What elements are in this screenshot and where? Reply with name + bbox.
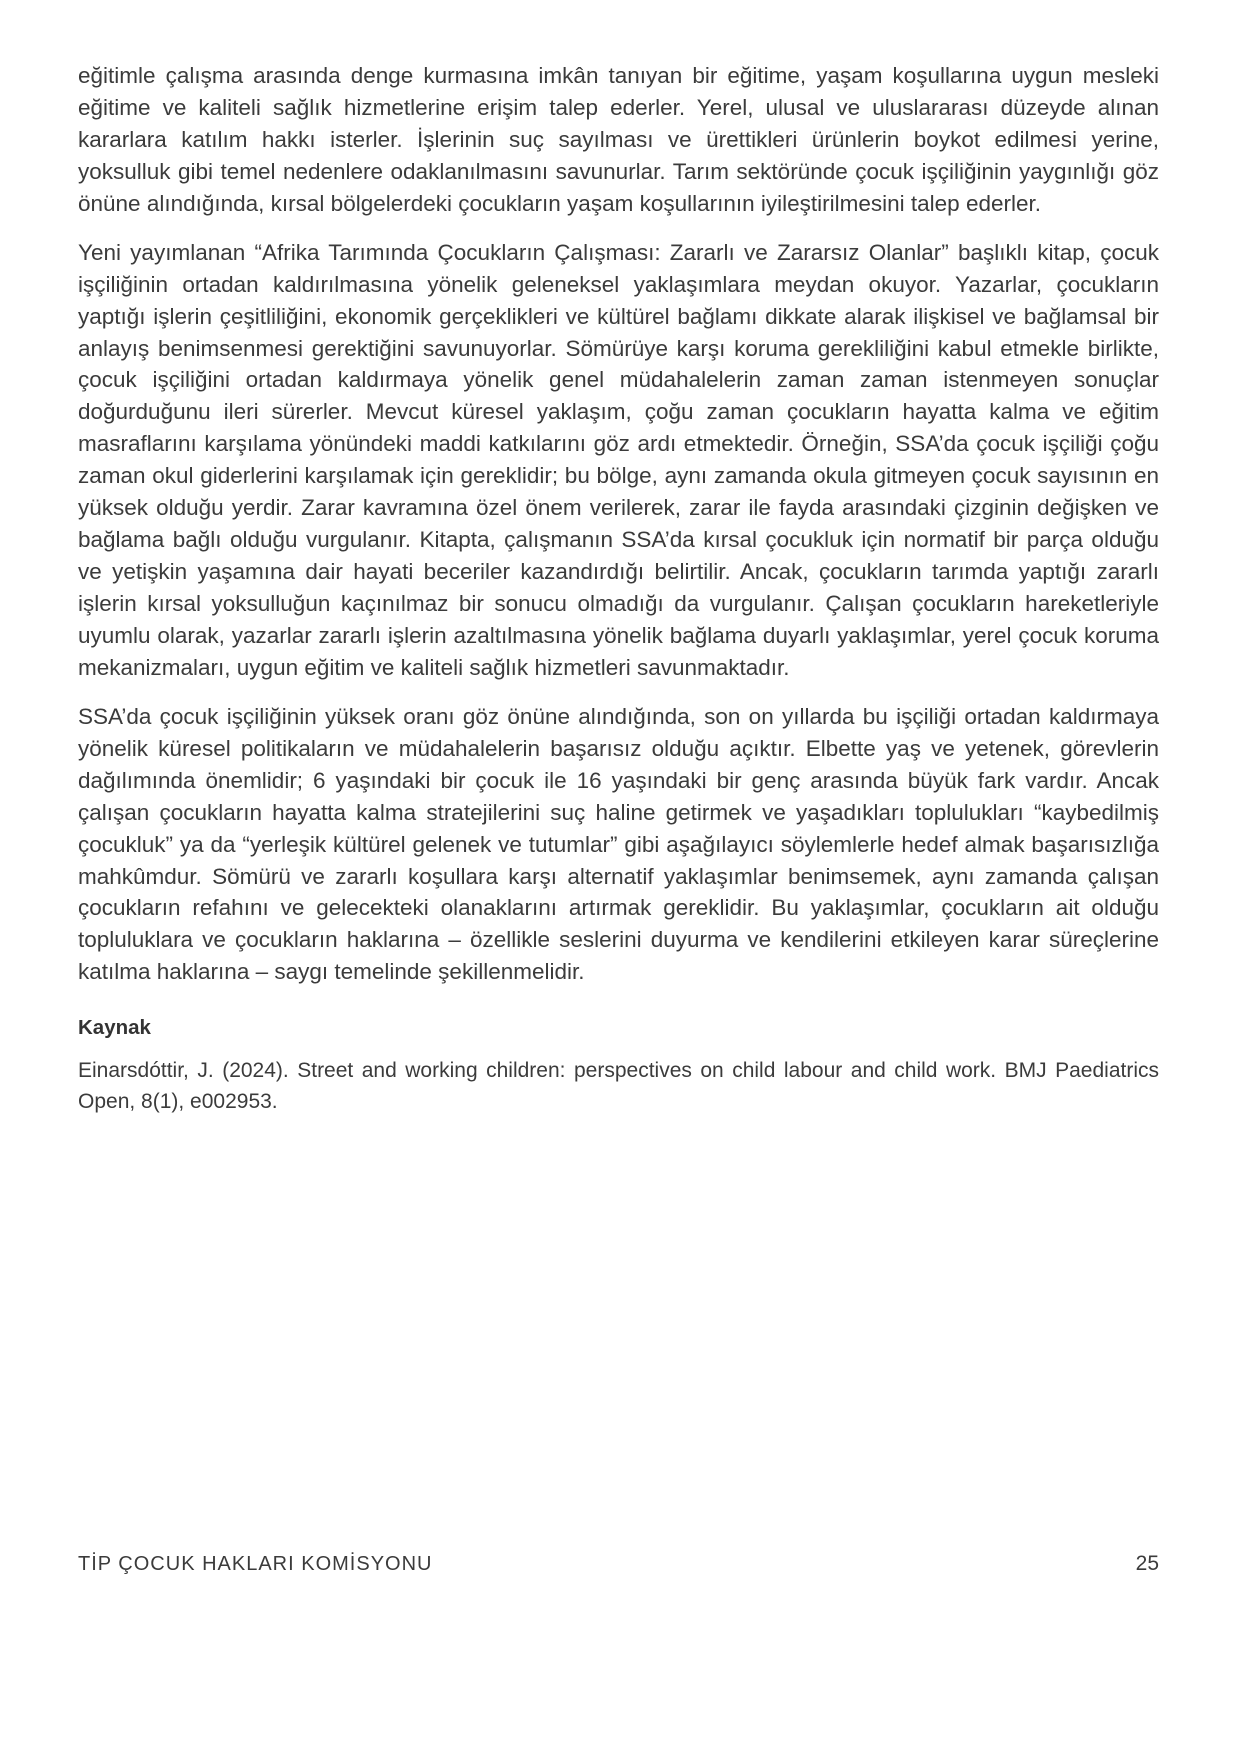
reference-citation: Einarsdóttir, J. (2024). Street and working children: perspectives on child labour and child work. BMJ Paediatrics Open, 8(1), e002953. [78,1059,1159,1113]
footer-organization: TİP ÇOCUK HAKLARI KOMİSYONU [78,1553,433,1575]
page-number: 25 [1135,1552,1159,1575]
body-paragraph-2: Yeni yayımlanan “Afrika Tarımında Çocukların Çalışması: Zararlı ve Zararsız Olanlar” başlıklı kitap, çocuk işçiliğinin ortadan kaldırılmasına yönelik geleneksel yaklaşımlara meydan okuyor. Yazarlar, çocukların yaptığı işlerin çeşitliliğini, ekonomik gerçeklikleri ve kültürel bağlamı dikkate alarak ilişkisel ve bağlamsal bir anlayış benimsenmesi gerektiğini savunuyorlar. Sömürüye karşı koruma gerekliliğini kabul etmekle birlikte, çocuk işçiliğini ortadan kaldırmaya yönelik genel müdahalelerin zaman zaman istenmeyen sonuçlar doğurduğunu ileri sürerler. Mevcut küresel yaklaşım, çoğu zaman çocukların hayatta kalma ve eğitim masraflarını karşılama yönündeki maddi katkılarını göz ardı etmektedir. Örneğin, SSA’da çocuk işçiliği çoğu zaman okul giderlerini karşılamak için gereklidir; bu bölge, aynı zamanda okula gitmeyen çocuk sayısının en yüksek olduğu yerdir. Zarar kavramına özel önem verilerek, zarar ile fayda arasındaki çizginin değişken ve bağlama bağlı olduğu vurgulanır. Kitapta, çalışmanın SSA’da kırsal çocukluk için normatif bir parça olduğu ve yetişkin yaşamına dair hayati beceriler kazandırdığı belirtilir. Ancak, çocukların tarımda yaptığı zararlı işlerin kırsal yoksulluğun kaçınılmaz bir sonucu olmadığı da vurgulanır. Çalışan çocukların hareketleriyle uyumlu olarak, yazarlar zararlı işlerin azaltılmasına yönelik bağlama duyarlı yaklaşımlar, yerel çocuk koruma mekanizmaları, uygun eğitim ve kaliteli sağlık hizmetleri savunmaktadır. [78,239,1159,680]
body-paragraph-1: eğitimle çalışma arasında denge kurmasına imkân tanıyan bir eğitime, yaşam koşullarına uygun mesleki eğitime ve kaliteli sağlık hizmetlerine erişim talep ederler. Yerel, ulusal ve uluslararası düzeyde alınan kararlara katılım hakkı isterler. İşlerinin suç sayılması ve ürettikleri ürünlerin boykot edilmesi yerine, yoksulluk gibi temel nedenlere odaklanılmasını savunurlar. Tarım sektöründe çocuk işçiliğinin yaygınlığı göz önüne alındığında, kırsal bölgelerdeki çocukların yaşam koşullarının iyileştirilmesini talep ederler. [78,63,1159,216]
source-heading: Kaynak [78,1016,151,1040]
page-footer [78,1552,1159,1576]
body-paragraph-3: SSA’da çocuk işçiliğinin yüksek oranı göz önüne alındığında, son on yıllarda bu işçiliği ortadan kaldırmaya yönelik küresel politikaların ve müdahalelerin başarısız olduğu açıktır. Elbette yaş ve yetenek, görevlerin dağılımında önemlidir; 6 yaşındaki bir çocuk ile 16 yaşındaki bir genç arasında büyük fark vardır. Ancak çalışan çocukların hayatta kalma stratejilerini suç haline getirmek ve yaşadıkları toplulukları “kaybedilmiş çocukluk” ya da “yerleşik kültürel gelenek ve tutumlar” gibi aşağılayıcı söylemlerle hedef almak başarısızlığa mahkûmdur. Sömürü ve zararlı koşullara karşı alternatif yaklaşımlar benimsemek, aynı zamanda çalışan çocukların refahını ve gelecekteki olanaklarını artırmak gereklidir. Bu yaklaşımlar, çocukların ait olduğu topluluklara ve çocukların haklarına – özellikle seslerini duyurma ve kendilerini etkileyen karar süreçlerine katılma haklarına – saygı temelinde şekillenmelidir. [78,703,1159,985]
